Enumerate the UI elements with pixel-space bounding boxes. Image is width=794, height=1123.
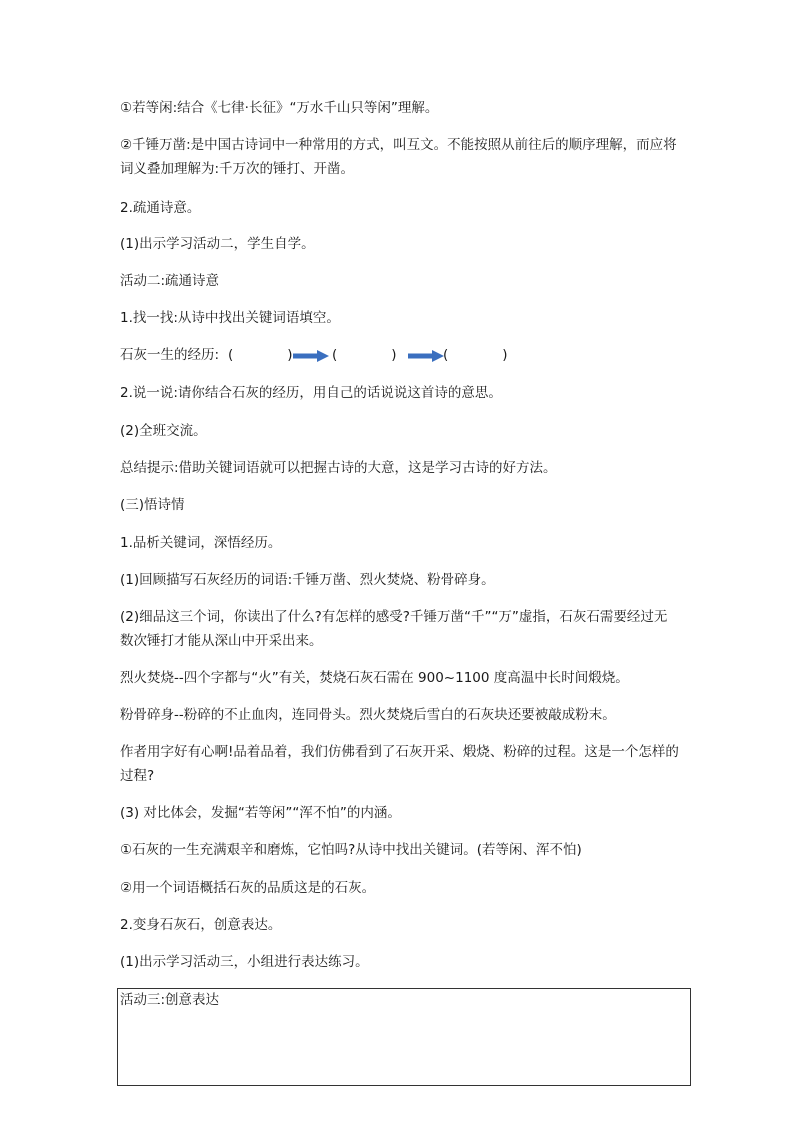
note-qianchuiwanzao: ②千锤万凿:是中国古诗词中一种常用的方式，叫互文。不能按照从前往后的顺序理解，而应将词义叠加理解为:千万次的锤打、开凿。 [120,137,677,177]
section-heading-shutong: 2.疏通诗意。 [120,200,201,216]
step-review-words: (1)回顾描写石灰经历的词语:千锤万凿、烈火焚烧、粉骨碎身。 [120,572,495,588]
step-class-exchange: (2)全班交流。 [120,423,207,439]
flow-blank-1: ( ) [228,347,293,363]
flow-blank-2: ( ) [332,347,397,363]
section-heading-wushiqing: (三)悟诗情 [120,497,185,513]
activity-three-box [117,988,691,1086]
activity-two-title: 活动二:疏通诗意 [120,273,220,289]
section-heading-biansheng: 2.变身石灰石，创意表达。 [120,917,282,933]
explain-fengusuishen: 粉骨碎身--粉碎的不止血肉，连同骨头。烈火焚烧后雪白的石灰块还要被敲成粉末。 [120,707,616,723]
note-ruodengxian: ①若等闲:结合《七律·长征》“万水千山只等闲”理解。 [120,100,439,116]
activity-three-title: 活动三:创意表达 [120,992,220,1008]
task-find-keywords: 1.找一找:从诗中找出关键词语填空。 [120,310,340,326]
step-analyze-keywords: 1.品析关键词，深悟经历。 [120,535,282,551]
experience-flow [120,343,680,367]
explain-process: 作者用字好有心啊!品着品着，我们仿佛看到了石灰开采、煅烧、粉碎的过程。这是一个怎样的过程? [120,744,679,784]
flow-blank-3: ( ) [443,347,508,363]
right-arrow-icon [293,350,329,362]
flow-label: 石灰一生的经历: [120,347,220,363]
step-show-activity-two: (1)出示学习活动二，学生自学。 [120,236,315,252]
step-savor-words: (2)细品这三个词，你读出了什么?有怎样的感受?千锤万凿“千”“万”虚指，石灰石需要经过无数次锤打才能从深山中开采出来。 [120,609,668,649]
explain-liehuofenshao: 烈火焚烧--四个字都与“火”有关，焚烧石灰石需在 900~1100 度高温中长时间煅烧。 [120,670,629,686]
step-compare: (3) 对比体会，发掘“若等闲”“浑不怕”的内涵。 [120,805,401,821]
task-say-meaning: 2.说一说:请你结合石灰的经历，用自己的话说说这首诗的意思。 [120,385,502,401]
question-quality: ②用一个词语概括石灰的品质这是的石灰。 [120,880,376,896]
summary-tip: 总结提示:借助关键词语就可以把握古诗的大意，这是学习古诗的好方法。 [120,460,557,476]
step-show-activity-three: (1)出示学习活动三，小组进行表达练习。 [120,954,369,970]
right-arrow-icon [408,350,444,362]
question-afraid: ①石灰的一生充满艰辛和磨炼，它怕吗?从诗中找出关键词。(若等闲、浑不怕) [120,842,582,858]
